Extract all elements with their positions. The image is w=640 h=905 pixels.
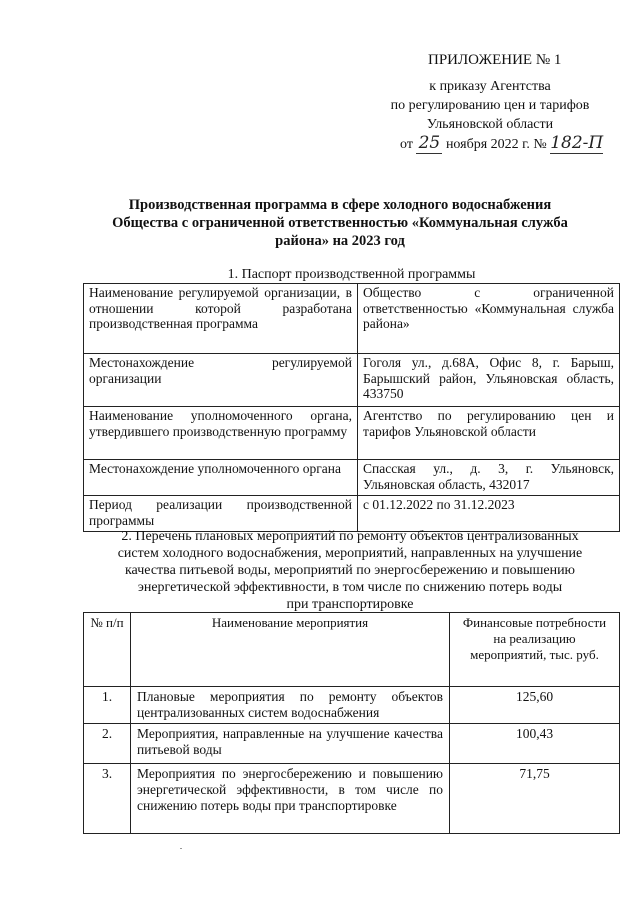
row-name: Плановые мероприятия по ремонту объектов централизованных систем водоснабжения	[131, 687, 450, 724]
passport-label: Период реализации производственной программы	[84, 496, 358, 532]
section-2-heading-line: при транспортировке	[286, 597, 414, 612]
table-row	[84, 687, 620, 724]
passport-value: с 01.12.2022 по 31.12.2023	[358, 496, 620, 532]
passport-row	[84, 284, 620, 354]
passport-row	[84, 354, 620, 407]
section-2-heading	[70, 528, 630, 613]
header-line-1: к приказу Агентства	[429, 79, 551, 94]
title-line-3: района» на 2023 год	[275, 233, 405, 249]
passport-row	[84, 407, 620, 460]
row-value: 100,43	[450, 724, 620, 764]
passport-value: Спасская ул., д. 3, г. Ульяновск, Ульяновская область, 432017	[358, 460, 620, 496]
passport-label: Наименование регулируемой организации, в отношении которой разработана производственная программа	[84, 284, 358, 354]
section-2-heading-line: энергетической эффективности, в том числе по снижению потерь воды	[137, 580, 563, 595]
row-name: Мероприятия по энергосбережению и повышению энергетической эффективности, в том числе по снижению потерь воды при транспортировке	[131, 764, 450, 834]
appendix-title: ПРИЛОЖЕНИЕ № 1	[428, 52, 562, 68]
col-header-finance: Финансовые потребности на реализацию мероприятий, тыс. руб.	[450, 613, 620, 687]
passport-value: Агентство по регулированию цен и тарифов Ульяновской области	[358, 407, 620, 460]
row-num: 2.	[84, 724, 131, 764]
title-line-1: Производственная программа в сфере холодного водоснабжения	[128, 197, 552, 213]
row-value: 125,60	[450, 687, 620, 724]
row-value: 71,75	[450, 764, 620, 834]
order-date-line	[400, 133, 630, 155]
passport-row	[84, 496, 620, 532]
events-table	[83, 612, 620, 834]
date-day-handwritten: 25	[416, 133, 442, 154]
passport-label: Местонахождение уполномоченного органа	[84, 460, 358, 496]
section-1-heading: 1. Паспорт производственной программы	[227, 267, 476, 282]
passport-value: Гоголя ул., д.68А, Офис 8, г. Барыш, Барышский район, Ульяновская область, 433750	[358, 354, 620, 407]
document-title	[60, 196, 620, 250]
table-row	[84, 764, 620, 834]
col-header-name: Наименование мероприятия	[131, 613, 450, 687]
header-line-3: Ульяновской области	[426, 117, 554, 132]
passport-value: Общество с ограниченной ответственностью «Коммунальная служба района»	[358, 284, 620, 354]
passport-label: Наименование уполномоченного органа, утвердившего производственную программу	[84, 407, 358, 460]
row-name: Мероприятия, направленные на улучшение качества питьевой воды	[131, 724, 450, 764]
section-2-heading-line: систем холодного водоснабжения, мероприятий, направленных на улучшение	[117, 546, 583, 561]
table-row	[84, 724, 620, 764]
table-header-row	[84, 613, 620, 687]
section-2-heading-line: качества питьевой воды, мероприятий по энергосбережению и повышению	[124, 563, 576, 578]
passport-label: Местонахождение регулируемой организации	[84, 354, 358, 407]
passport-table	[83, 283, 620, 532]
scan-dot	[180, 848, 182, 849]
header-line-2: по регулированию цен и тарифов	[390, 98, 590, 113]
col-header-num: № п/п	[84, 613, 131, 687]
date-prefix: от	[400, 137, 413, 152]
section-2-heading-line: 2. Перечень плановых мероприятий по ремонту объектов централизованных	[121, 529, 579, 544]
title-line-2: Общества с ограниченной ответственностью «Коммунальная служба	[112, 215, 568, 231]
row-num: 1.	[84, 687, 131, 724]
row-num: 3.	[84, 764, 131, 834]
date-rest: ноября 2022 г. №	[445, 137, 547, 152]
order-number-handwritten: 182-П	[550, 133, 604, 153]
passport-row	[84, 460, 620, 496]
